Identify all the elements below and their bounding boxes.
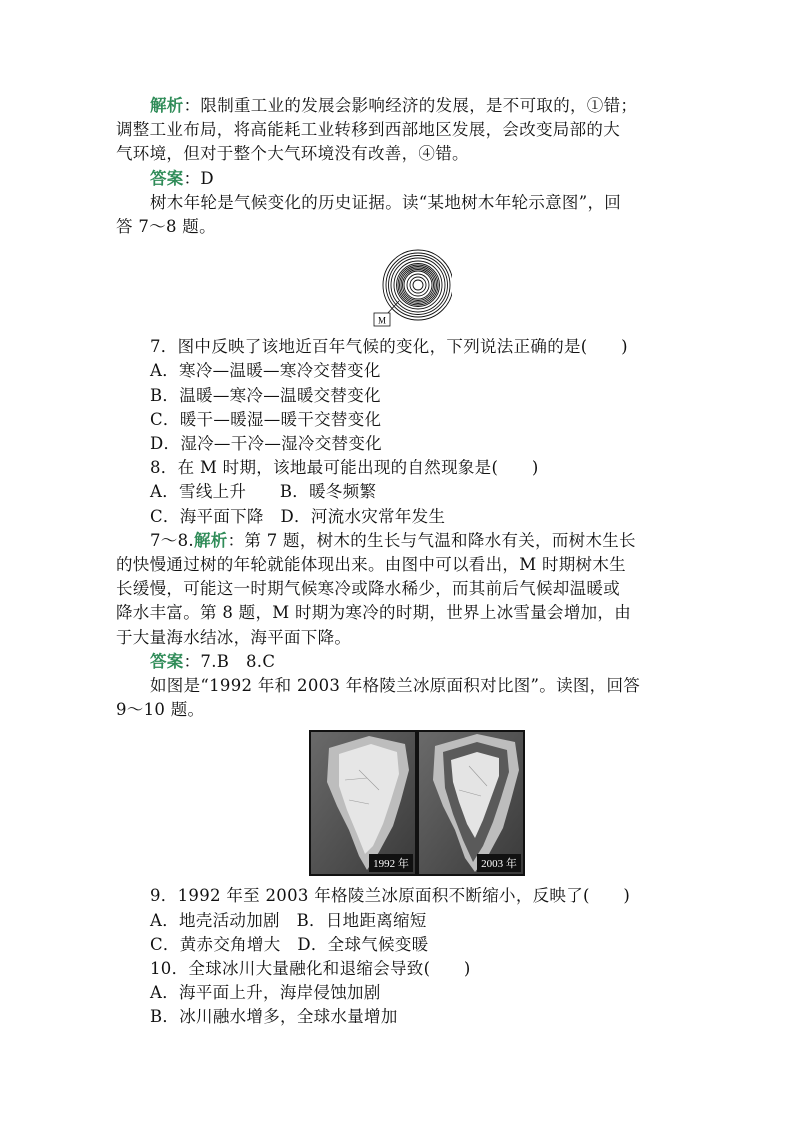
question-stem: 8．在 M 时期，该地最可能出现的自然现象是( ) [150, 458, 539, 478]
option: B．冰川融水增多，全球水量增加 [150, 1007, 398, 1027]
explanation-line: 降水丰富。第 8 题，M 时期为寒冷的时期，世界上冰雪量会增加，由 [116, 603, 632, 623]
option: D．湿冷—干冷—湿冷交替变化 [150, 434, 382, 454]
marker-label: M [377, 315, 387, 326]
option: B．温暖—寒冷—温暖交替变化 [150, 385, 381, 405]
explanation-line: 长缓慢，可能这一时期气候寒冷或降水稀少，而其前后气候却温暖或 [116, 579, 620, 599]
explanation-line: 气环境，但对于整个大气环境没有改善，④错。 [116, 144, 469, 164]
greenland-1992-panel [311, 732, 415, 874]
option: C．海平面下降 D．河流水灾常年发生 [150, 506, 446, 526]
panel-label-2003: 2003 年 [481, 858, 517, 871]
document-page [116, 94, 682, 1030]
option: A．地壳活动加剧 B．日地距离缩短 [150, 910, 427, 930]
explanation-label: 解析 [193, 530, 228, 550]
greenland-ice-figure [309, 730, 525, 876]
answer-label: 答案 [150, 651, 184, 671]
question-intro: 答 7～8 题。 [116, 217, 216, 237]
option: A．寒冷—温暖—寒冷交替变化 [150, 361, 381, 381]
explanation-line: 7～8.解析：第 7 题，树木的生长与气温和降水有关，而树木生长 [150, 530, 636, 550]
option: C．黄赤交角增大 D．全球气候变暖 [150, 934, 429, 954]
option: C．暖干—暖湿—暖干交替变化 [150, 409, 382, 429]
option: A．海平面上升，海岸侵蚀加剧 [150, 983, 381, 1003]
question-stem: 10．全球冰川大量融化和退缩会导致( ) [150, 959, 471, 979]
question-stem: 9．1992 年至 2003 年格陵兰冰原面积不断缩小，反映了( ) [150, 886, 631, 906]
explanation-line: 的快慢通过树的年轮就能体现出来。由图中可以看出，M 时期树木生 [116, 555, 626, 575]
question-intro: 如图是“1992 年和 2003 年格陵兰冰原面积对比图”。读图，回答 [150, 676, 641, 696]
answer-label: 答案 [150, 168, 184, 188]
answer-line: 答案：D [150, 168, 214, 188]
explanation-line: 调整工业布局，将高能耗工业转移到西部地区发展，会改变局部的大 [116, 120, 620, 140]
greenland-2003-panel [419, 732, 523, 874]
answer-line: 答案：7.B 8.C [150, 651, 276, 671]
tree-ring-figure [372, 245, 452, 329]
option: A．雪线上升 B．暖冬频繁 [150, 482, 377, 502]
panel-label-1992: 1992 年 [373, 858, 409, 871]
explanation-line: 解析：限制重工业的发展会影响经济的发展，是不可取的，①错； [150, 96, 638, 115]
question-intro: 9～10 题。 [116, 700, 205, 720]
question-intro: 树木年轮是气候变化的历史证据。读“某地树木年轮示意图”，回 [150, 192, 622, 212]
tree-rings [383, 250, 452, 320]
explanation-line: 于大量海水结冰，海平面下降。 [116, 627, 352, 647]
explanation-label: 解析 [150, 96, 184, 115]
question-stem: 7．图中反映了该地近百年气候的变化，下列说法正确的是( ) [150, 337, 628, 357]
